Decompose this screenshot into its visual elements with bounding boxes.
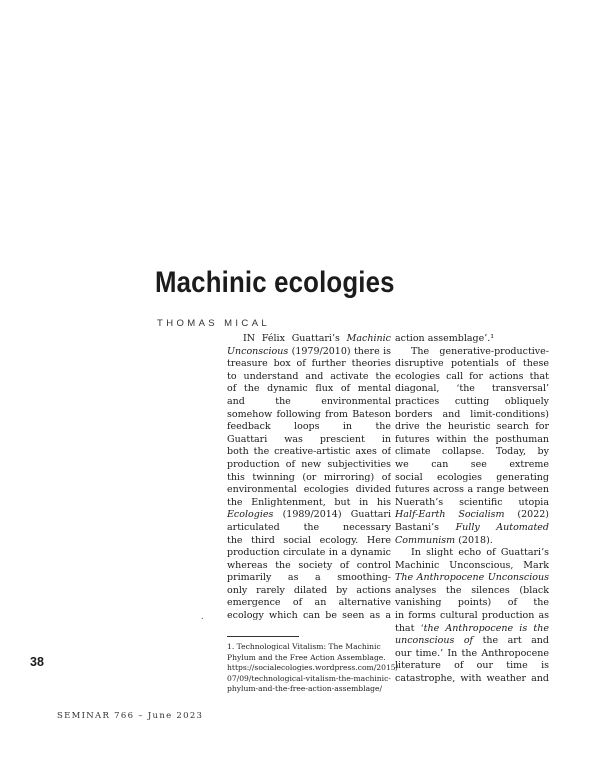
- text-line: IN Félix Guattari’s Machinic: [243, 333, 391, 344]
- text-line: Communism (2018).: [395, 534, 493, 546]
- text-line: In slight echo of Guattari’s: [411, 547, 549, 559]
- text-line: our time.’ In the Anthropocene: [395, 647, 549, 659]
- text-line: Machinic Unconscious, Mark: [395, 559, 549, 571]
- text-line: ecologies call for actions that: [395, 370, 549, 382]
- footnote-line: Phylum and the Free Action Assemblage.: [227, 652, 386, 662]
- text-line: feedback loops in the: [227, 421, 391, 433]
- text-line: futures across a range between: [395, 484, 549, 496]
- body-column-left: [227, 333, 391, 623]
- text-line: production of new subjectivities: [227, 458, 391, 470]
- footnote-line: 1. Technological Vitalism: The Machinic: [227, 642, 381, 651]
- text-line: Half-Earth Socialism (2022): [395, 509, 549, 521]
- text-line: of the dynamic flux of mental: [227, 383, 391, 395]
- footnote-url-line: 07/09/technological-vitalism-the-machinic-: [227, 673, 391, 683]
- text-line: Unconscious (1979/2010) there is: [227, 345, 391, 357]
- article-title: Machinic ecologies: [155, 266, 395, 299]
- text-line: that ‘the Anthropocene is the: [395, 622, 549, 634]
- text-line: action assemblage’.¹: [395, 333, 495, 344]
- text-line: emergence of an alternative: [227, 597, 391, 609]
- text-line: Bastani’s Fully Automated: [395, 521, 549, 533]
- body-column-right: [395, 333, 549, 686]
- text-line: and the environmental: [227, 395, 391, 407]
- text-line: borders and limit-conditions): [395, 408, 549, 420]
- text-line: treasure box of further theories: [227, 358, 391, 370]
- text-line: catastrophe, with weather and: [395, 673, 549, 685]
- text-line: The Anthropocene Unconscious: [395, 572, 549, 584]
- footnote-url-line: https://socialecologies.wordpress.com/2015/: [227, 663, 399, 673]
- text-line: vanishing points) of the: [395, 597, 549, 609]
- footnote-divider: [227, 636, 299, 637]
- running-footer: SEMINAR 766 – June 2023: [57, 711, 204, 721]
- text-line: environmental ecologies divided: [227, 484, 391, 496]
- text-line: unconscious of the art and: [395, 635, 549, 647]
- text-line: whereas the society of control: [227, 559, 391, 571]
- text-line: disruptive potentials of these: [395, 358, 549, 370]
- text-line: the Enlightenment, but in his: [227, 496, 391, 508]
- text-line: to understand and activate the: [227, 370, 391, 382]
- text-line: diagonal, ‘the transversal’: [395, 383, 549, 395]
- stray-mark: .: [201, 612, 204, 621]
- text-line: analyses the silences (black: [395, 584, 549, 596]
- text-line: production circulate in a dynamic: [227, 547, 391, 559]
- text-line: somehow following from Bateson: [227, 408, 391, 420]
- footnote-url-line: phylum-and-the-free-action-assemblage/: [227, 684, 383, 694]
- text-line: social ecologies generating: [395, 471, 549, 483]
- text-line: articulated the necessary: [227, 521, 391, 533]
- text-line: this twinning (or mirroring) of: [227, 471, 391, 483]
- footnote: [227, 642, 397, 695]
- text-line: primarily as a smoothing-: [227, 572, 391, 584]
- article-author: THOMAS MICAL: [157, 318, 271, 329]
- text-line: we can see extreme: [395, 458, 549, 470]
- text-line: Guattari was prescient in: [227, 433, 391, 445]
- text-line: the third social ecology. Here: [227, 534, 391, 546]
- text-line: Nuerath’s scientific utopia: [395, 496, 549, 508]
- text-line: practices cutting obliquely: [395, 395, 549, 407]
- page-number: 38: [30, 655, 44, 669]
- text-line: drive the heuristic search for: [395, 421, 549, 433]
- text-line: The generative-productive-: [411, 345, 549, 357]
- text-line: only rarely dilated by actions: [227, 584, 391, 596]
- text-line: literature of our time is: [395, 660, 549, 672]
- text-line: both the creative-artistic axes of: [227, 446, 391, 458]
- text-line: Ecologies (1989/2014) Guattari: [227, 509, 391, 521]
- text-line: ecology which can be seen as a: [227, 610, 391, 622]
- text-line: climate collapse. Today, by: [395, 446, 549, 458]
- text-line: futures within the posthuman: [395, 433, 549, 445]
- text-line: in forms cultural production as: [395, 610, 549, 622]
